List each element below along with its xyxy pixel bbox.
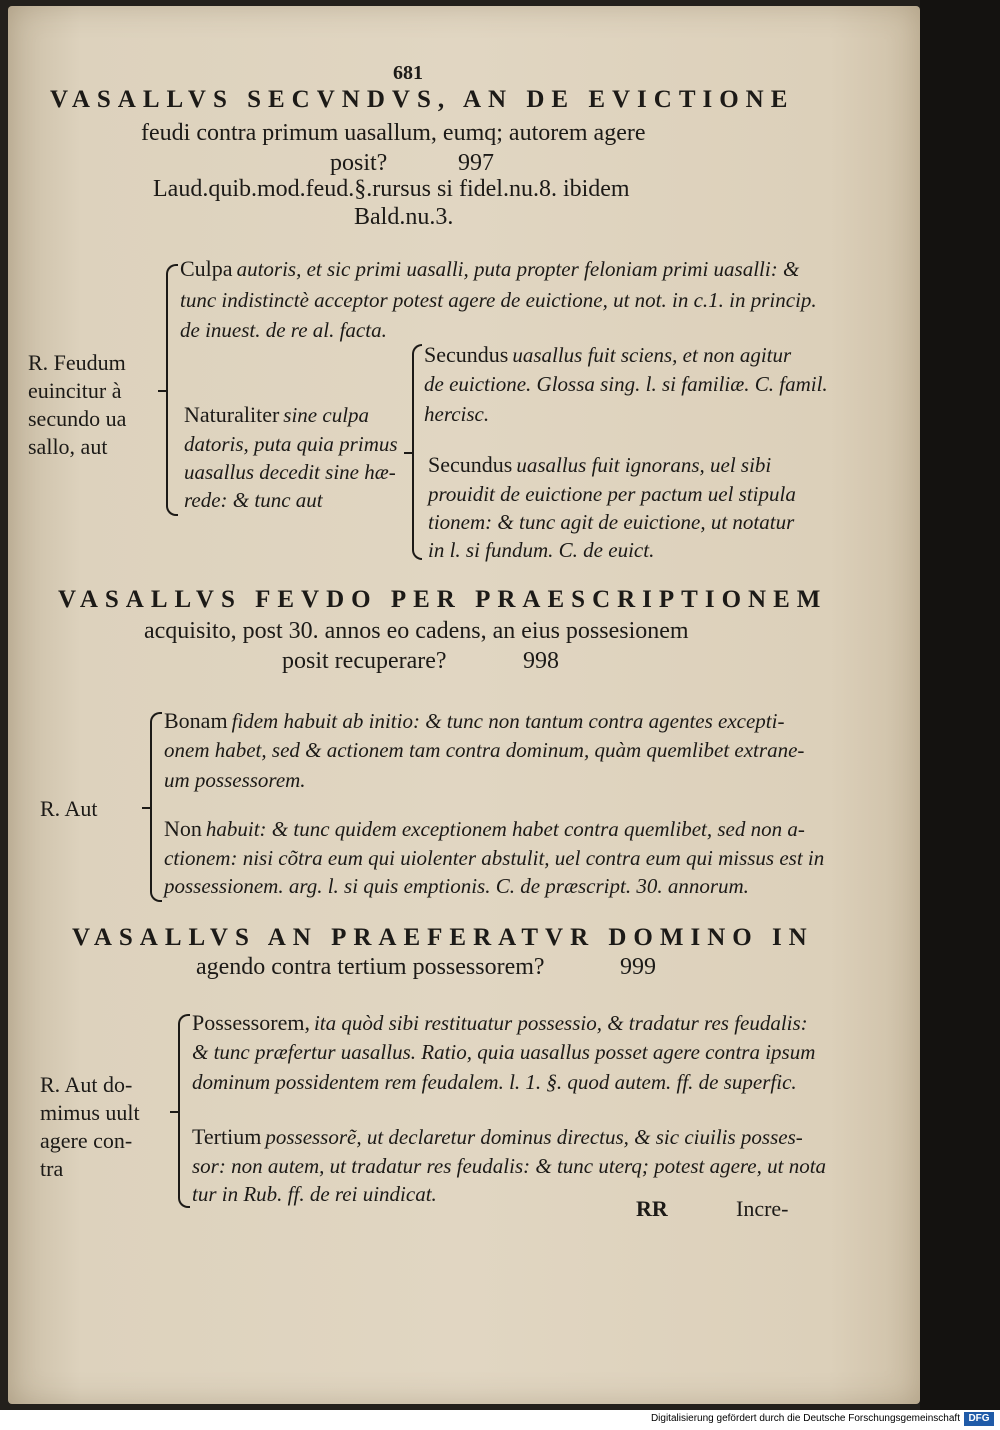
section1-sub1-line-2: de euictione. Glossa sing. l. si familiæ. C. famil. [424,372,828,396]
sub1-lead: Secundus [424,342,509,367]
section1-culpa-line-2: tunc indistinctè acceptor potest agere de euictione, ut not. in c.1. in princip. [180,288,817,312]
section2-bonam-line-1 [164,708,784,734]
section1-number: 997 [458,150,494,176]
tert-lead: Tertium [192,1124,262,1149]
book-page [8,6,920,1404]
poss-text-1: ita quòd sibi restituatur possessio, & tradatur res feudalis: [313,1011,808,1035]
section2-non-line-1 [164,816,805,842]
section1-sub1-line-3: hercisc. [424,402,490,426]
sub2-text-1: uasallus fuit ignorans, uel sibi [516,453,772,477]
section3-tert-line-3: tur in Rub. ff. de rei uindicat. [192,1182,437,1206]
catchword: Incre- [736,1196,789,1221]
bonam-lead: Bonam [164,708,228,733]
section1-culpa-line-1 [180,256,799,282]
section2-brace [150,712,162,902]
dfg-logo-icon: DFG [964,1412,994,1426]
section1-naturaliter-line-2: datoris, puta quia primus [184,432,398,456]
section3-heading: VASALLVS AN PRAEFERATVR DOMINO IN [72,924,814,951]
section2-heading: VASALLVS FEVDO PER PRAESCRIPTIONEM [58,586,828,613]
section2-bonam-line-3: um possessorem. [164,768,306,792]
section3-line-1: agendo contra tertium possessorem? [196,954,545,980]
section3-tert-line-1 [192,1124,803,1150]
section2-left-label: R. Aut [40,796,98,821]
naturaliter-lead: Naturaliter [184,402,280,427]
non-lead: Non [164,816,202,841]
footer-funding-text: Digitalisierung gefördert durch die Deutsche Forschungsgemeinschaft [650,1413,960,1424]
sub1-text-1: uasallus fuit sciens, et non agitur [512,343,792,367]
section2-non-line-3: possessionem. arg. l. si quis emptionis. C. de præscript. 30. annorum. [164,874,749,898]
section1-left-label-1: R. Feudum [28,350,126,375]
bonam-text-1: fidem habuit ab initio: & tunc non tantum contra agentes excepti- [231,709,785,733]
section1-sub-brace [412,344,422,560]
section1-left-label-4: sallo, aut [28,434,108,459]
page-number: 681 [393,62,423,84]
section3-poss-line-2: & tunc præfertur uasallus. Ratio, quia uasallus posset agere contra ipsum [192,1040,816,1064]
section3-left-label-4: tra [40,1156,64,1181]
section3-left-label-1: R. Aut do- [40,1072,133,1097]
section1-heading: VASALLVS SECVNDVS, AN DE EVICTIONE [50,86,795,113]
section1-sub1-line-1 [424,342,791,368]
non-text-1: habuit: & tunc quidem exceptionem habet contra quemlibet, sed non a- [205,817,805,841]
section2-number: 998 [523,648,559,674]
section3-brace [178,1014,190,1208]
section1-line-1: feudi contra primum uasallum, eumq; autorem agere [141,120,646,146]
section1-naturaliter-line-1 [184,402,369,428]
section3-left-label-3: agere con- [40,1128,133,1153]
section1-sub2-line-4: in l. si fundum. C. de euict. [428,538,655,562]
section1-naturaliter-line-4: rede: & tunc aut [184,488,323,512]
section1-culpa-line-3: de inuest. de re al. facta. [180,318,387,342]
section1-left-label-3: secundo ua [28,406,127,431]
culpa-text-1: autoris, et sic primi uasalli, puta propter feloniam primi uasalli: & [236,257,800,281]
tert-text-1: possessorẽ, ut declaretur dominus directus, & sic ciuilis posses- [265,1125,803,1149]
section3-number: 999 [620,954,656,980]
section2-line-2: posit recuperare? [282,648,447,674]
footer-bar [0,1410,1000,1430]
section1-ref-1: Laud.quib.mod.feud.§.rursus si fidel.nu.8. ibidem [153,176,630,202]
naturaliter-text-1: sine culpa [283,403,370,427]
scan-right-edge [920,0,1000,1410]
section1-sub2-line-3: tionem: & tunc agit de euictione, ut notatur [428,510,795,534]
poss-lead: Possessorem, [192,1010,310,1035]
section1-ref-2: Bald.nu.3. [354,204,454,230]
section3-tert-line-2: sor: non autem, ut tradatur res feudalis: & tunc uterq; potest agere, ut nota [192,1154,827,1178]
section3-left-label-2: mimus uult [40,1100,140,1125]
section2-line-1: acquisito, post 30. annos eo cadens, an eius possesionem [144,618,689,644]
section1-sub2-line-2: prouidit de euictione per pactum uel stipula [428,482,796,506]
culpa-lead: Culpa [180,256,233,281]
section1-sub2-line-1 [428,452,771,478]
section1-naturaliter-line-3: uasallus decedit sine hæ- [184,460,396,484]
section3-poss-line-3: dominum possidentem rem feudalem. l. 1. §. quod autem. ff. de superfic. [192,1070,797,1094]
section2-non-line-2: ctionem: nisi cõtra eum qui uiolenter abstulit, uel contra eum qui missus est in [164,846,825,870]
sub2-lead: Secundus [428,452,513,477]
section1-main-brace [166,264,178,516]
signature-mark: RR [636,1196,668,1221]
section1-left-label-2: euincitur à [28,378,122,403]
section1-line-2: posit? [330,150,388,176]
section3-poss-line-1 [192,1010,808,1036]
section2-bonam-line-2: onem habet, sed & actionem tam contra dominum, quàm quemlibet extrane- [164,738,805,762]
